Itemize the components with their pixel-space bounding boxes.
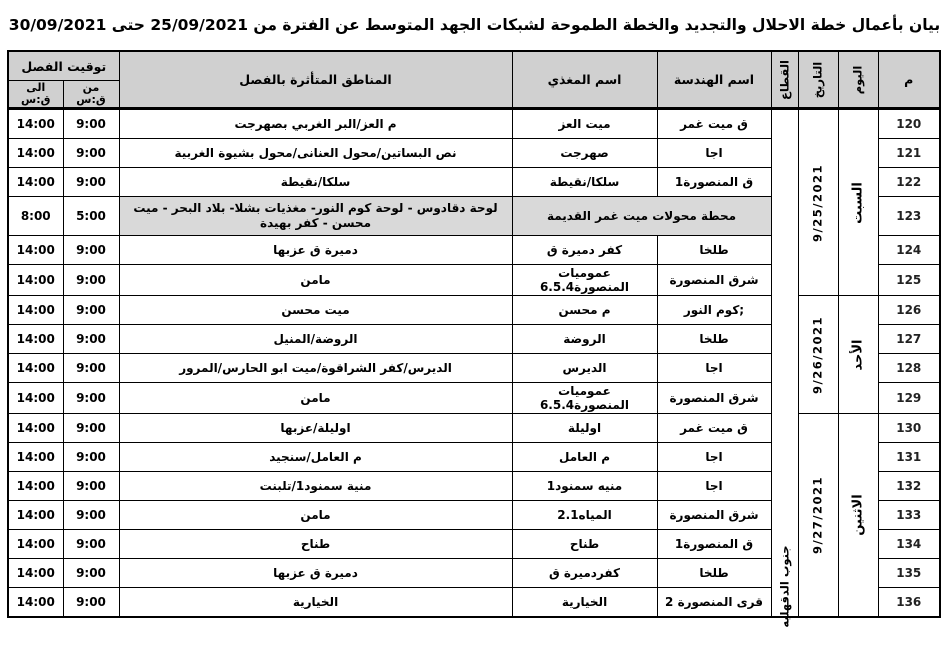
engineering-cell: اجا xyxy=(657,354,771,383)
row-number-cell: 123 xyxy=(878,197,940,236)
row-number-cell: 120 xyxy=(878,109,940,139)
feeder-cell: الخيارية xyxy=(512,588,657,618)
table-row xyxy=(8,296,940,325)
header-to-label: الى xyxy=(26,81,46,94)
areas-cell: الروضة/المنيل xyxy=(119,325,512,354)
engineering-cell: طلخا xyxy=(657,236,771,265)
feeder-cell: م محسن xyxy=(512,296,657,325)
row-number-cell: 136 xyxy=(878,588,940,618)
time-from-cell: 9:00 xyxy=(63,139,119,168)
engineering-cell: اجا xyxy=(657,443,771,472)
areas-cell: مامن xyxy=(119,501,512,530)
areas-cell: اوليلة/عزبها xyxy=(119,414,512,443)
row-number-cell: 124 xyxy=(878,236,940,265)
header-day xyxy=(838,51,878,109)
date-cell xyxy=(798,296,838,414)
day-name: الاثنين xyxy=(850,494,866,536)
row-number-cell: 129 xyxy=(878,383,940,414)
time-from-cell: 9:00 xyxy=(63,296,119,325)
areas-cell: م العز/البر الغربي بصهرجت xyxy=(119,109,512,139)
time-from-cell: 9:00 xyxy=(63,325,119,354)
sector-cell xyxy=(771,109,798,628)
header-time-to xyxy=(8,81,63,109)
date-value: 9/27/2021 xyxy=(810,476,825,555)
areas-cell: مامن xyxy=(119,265,512,296)
engineering-cell: اجا xyxy=(657,472,771,501)
time-from-cell: 9:00 xyxy=(63,443,119,472)
date-cell xyxy=(798,414,838,618)
row-number-cell: 134 xyxy=(878,530,940,559)
time-from-cell: 9:00 xyxy=(63,414,119,443)
feeder-cell: صهرجت xyxy=(512,139,657,168)
time-from-cell: 9:00 xyxy=(63,236,119,265)
time-to-cell: 14:00 xyxy=(8,354,63,383)
header-sector-label: القطاع xyxy=(776,59,791,100)
engineering-cell: شرق المنصورة xyxy=(657,501,771,530)
areas-cell: نص البساتين/محول العنانى/محول بشيوة الغربية xyxy=(119,139,512,168)
row-number-cell: 125 xyxy=(878,265,940,296)
feeder-cell: م العامل xyxy=(512,443,657,472)
feeder-cell: الديرس xyxy=(512,354,657,383)
time-to-cell: 14:00 xyxy=(8,501,63,530)
feeder-cell: عموميات المنصورة6.5.4 xyxy=(512,265,657,296)
feeder-cell: ميت العز xyxy=(512,109,657,139)
time-from-cell: 9:00 xyxy=(63,383,119,414)
feeder-cell: منيه سمنود1 xyxy=(512,472,657,501)
engineering-cell: ق ميت غمر xyxy=(657,109,771,139)
feeder-cell: المياه2.1 xyxy=(512,501,657,530)
time-to-cell: 14:00 xyxy=(8,414,63,443)
sector-name: جنوب الدقهليه xyxy=(776,545,791,628)
day-name: السبت xyxy=(850,181,866,224)
time-to-cell: 8:00 xyxy=(8,197,63,236)
engineering-cell: ق المنصورة1 xyxy=(657,530,771,559)
header-feeder: اسم المغذي xyxy=(512,51,657,109)
header-number: م xyxy=(878,51,940,109)
feeder-cell: الروضة xyxy=(512,325,657,354)
time-from-cell: 9:00 xyxy=(63,109,119,139)
time-to-cell: 14:00 xyxy=(8,168,63,197)
areas-cell: ميت محسن xyxy=(119,296,512,325)
day-cell xyxy=(838,296,878,414)
time-from-cell: 5:00 xyxy=(63,197,119,236)
time-to-cell: 14:00 xyxy=(8,443,63,472)
table-body xyxy=(8,109,940,628)
time-from-cell: 9:00 xyxy=(63,588,119,618)
engineering-cell: قرى المنصورة 2 xyxy=(657,588,771,618)
engineering-cell: شرق المنصورة xyxy=(657,383,771,414)
table-row xyxy=(8,414,940,443)
row-number-cell: 131 xyxy=(878,443,940,472)
outage-schedule-table xyxy=(7,50,941,628)
engineering-cell: ;كوم النور xyxy=(657,296,771,325)
row-number-cell: 121 xyxy=(878,139,940,168)
row-number-cell: 132 xyxy=(878,472,940,501)
time-from-cell: 9:00 xyxy=(63,265,119,296)
engineering-cell: ق ميت غمر xyxy=(657,414,771,443)
header-time-from xyxy=(63,81,119,109)
time-to-cell: 14:00 xyxy=(8,296,63,325)
row-number-cell: 122 xyxy=(878,168,940,197)
time-from-cell: 9:00 xyxy=(63,354,119,383)
engineering-cell: شرق المنصورة xyxy=(657,265,771,296)
time-to-cell: 14:00 xyxy=(8,236,63,265)
time-from-cell: 9:00 xyxy=(63,559,119,588)
time-to-cell: 14:00 xyxy=(8,472,63,501)
areas-cell: لوحة دقادوس - لوحة كوم النور- مغذيات بشلا- بلاد البحر - ميت محسن - كفر بهيدة xyxy=(119,197,512,236)
table-header xyxy=(8,51,940,109)
station-merged-cell: محطة محولات ميت غمر القديمة xyxy=(512,197,771,236)
areas-cell: دميرة ق عزبها xyxy=(119,236,512,265)
row-number-cell: 128 xyxy=(878,354,940,383)
feeder-cell: عموميات المنصورة6.5.4 xyxy=(512,383,657,414)
header-date xyxy=(798,51,838,109)
header-sector xyxy=(771,51,798,109)
areas-cell: الديرس/كفر الشراقوة/ميت ابو الحارس/المرور xyxy=(119,354,512,383)
header-areas: المناطق المتأثرة بالفصل xyxy=(119,51,512,109)
row-number-cell: 133 xyxy=(878,501,940,530)
time-from-cell: 9:00 xyxy=(63,472,119,501)
feeder-cell: كفر دميرة ق xyxy=(512,236,657,265)
feeder-cell: كفردميرة ق xyxy=(512,559,657,588)
row-number-cell: 130 xyxy=(878,414,940,443)
areas-cell: دميرة ق عزبها xyxy=(119,559,512,588)
day-cell xyxy=(838,109,878,296)
row-number-cell: 126 xyxy=(878,296,940,325)
engineering-cell: طلخا xyxy=(657,325,771,354)
header-from-unit: ق:س xyxy=(76,93,106,107)
day-name: الأحد xyxy=(850,339,866,371)
page-title: بيان بأعمال خطة الاحلال والتجديد والخطة الطموحة لشبكات الجهد المتوسط عن الفترة من 25/09/2021 حتى 30/09/2021 xyxy=(8,16,941,34)
engineering-cell: اجا xyxy=(657,139,771,168)
feeder-cell: طناح xyxy=(512,530,657,559)
time-to-cell: 14:00 xyxy=(8,109,63,139)
time-to-cell: 14:00 xyxy=(8,530,63,559)
header-from-label: من xyxy=(82,81,100,94)
time-from-cell: 9:00 xyxy=(63,530,119,559)
time-to-cell: 14:00 xyxy=(8,325,63,354)
row-number-cell: 127 xyxy=(878,325,940,354)
areas-cell: سلكا/نقيطة xyxy=(119,168,512,197)
engineering-cell: طلخا xyxy=(657,559,771,588)
row-number-cell: 135 xyxy=(878,559,940,588)
time-to-cell: 14:00 xyxy=(8,383,63,414)
time-to-cell: 14:00 xyxy=(8,588,63,618)
time-to-cell: 14:00 xyxy=(8,139,63,168)
day-cell xyxy=(838,414,878,618)
engineering-cell: ق المنصورة1 xyxy=(657,168,771,197)
areas-cell: مامن xyxy=(119,383,512,414)
areas-cell: الخيارية xyxy=(119,588,512,618)
feeder-cell: سلكا/نقيطة xyxy=(512,168,657,197)
areas-cell: م العامل/سنجيد xyxy=(119,443,512,472)
time-to-cell: 14:00 xyxy=(8,265,63,296)
header-engineering: اسم الهندسة xyxy=(657,51,771,109)
areas-cell: منية سمنود1/تلبنت xyxy=(119,472,512,501)
date-value: 9/26/2021 xyxy=(810,315,825,394)
time-to-cell: 14:00 xyxy=(8,559,63,588)
table-row xyxy=(8,109,940,139)
header-timing: توقيت الفصل xyxy=(8,51,119,81)
feeder-cell: اوليلة xyxy=(512,414,657,443)
date-cell xyxy=(798,109,838,296)
date-value: 9/25/2021 xyxy=(810,163,825,242)
time-from-cell: 9:00 xyxy=(63,168,119,197)
areas-cell: طناح xyxy=(119,530,512,559)
header-date-label: التاريخ xyxy=(810,61,825,98)
header-day-label: اليوم xyxy=(850,65,865,94)
time-from-cell: 9:00 xyxy=(63,501,119,530)
header-to-unit: ق:س xyxy=(21,93,51,107)
